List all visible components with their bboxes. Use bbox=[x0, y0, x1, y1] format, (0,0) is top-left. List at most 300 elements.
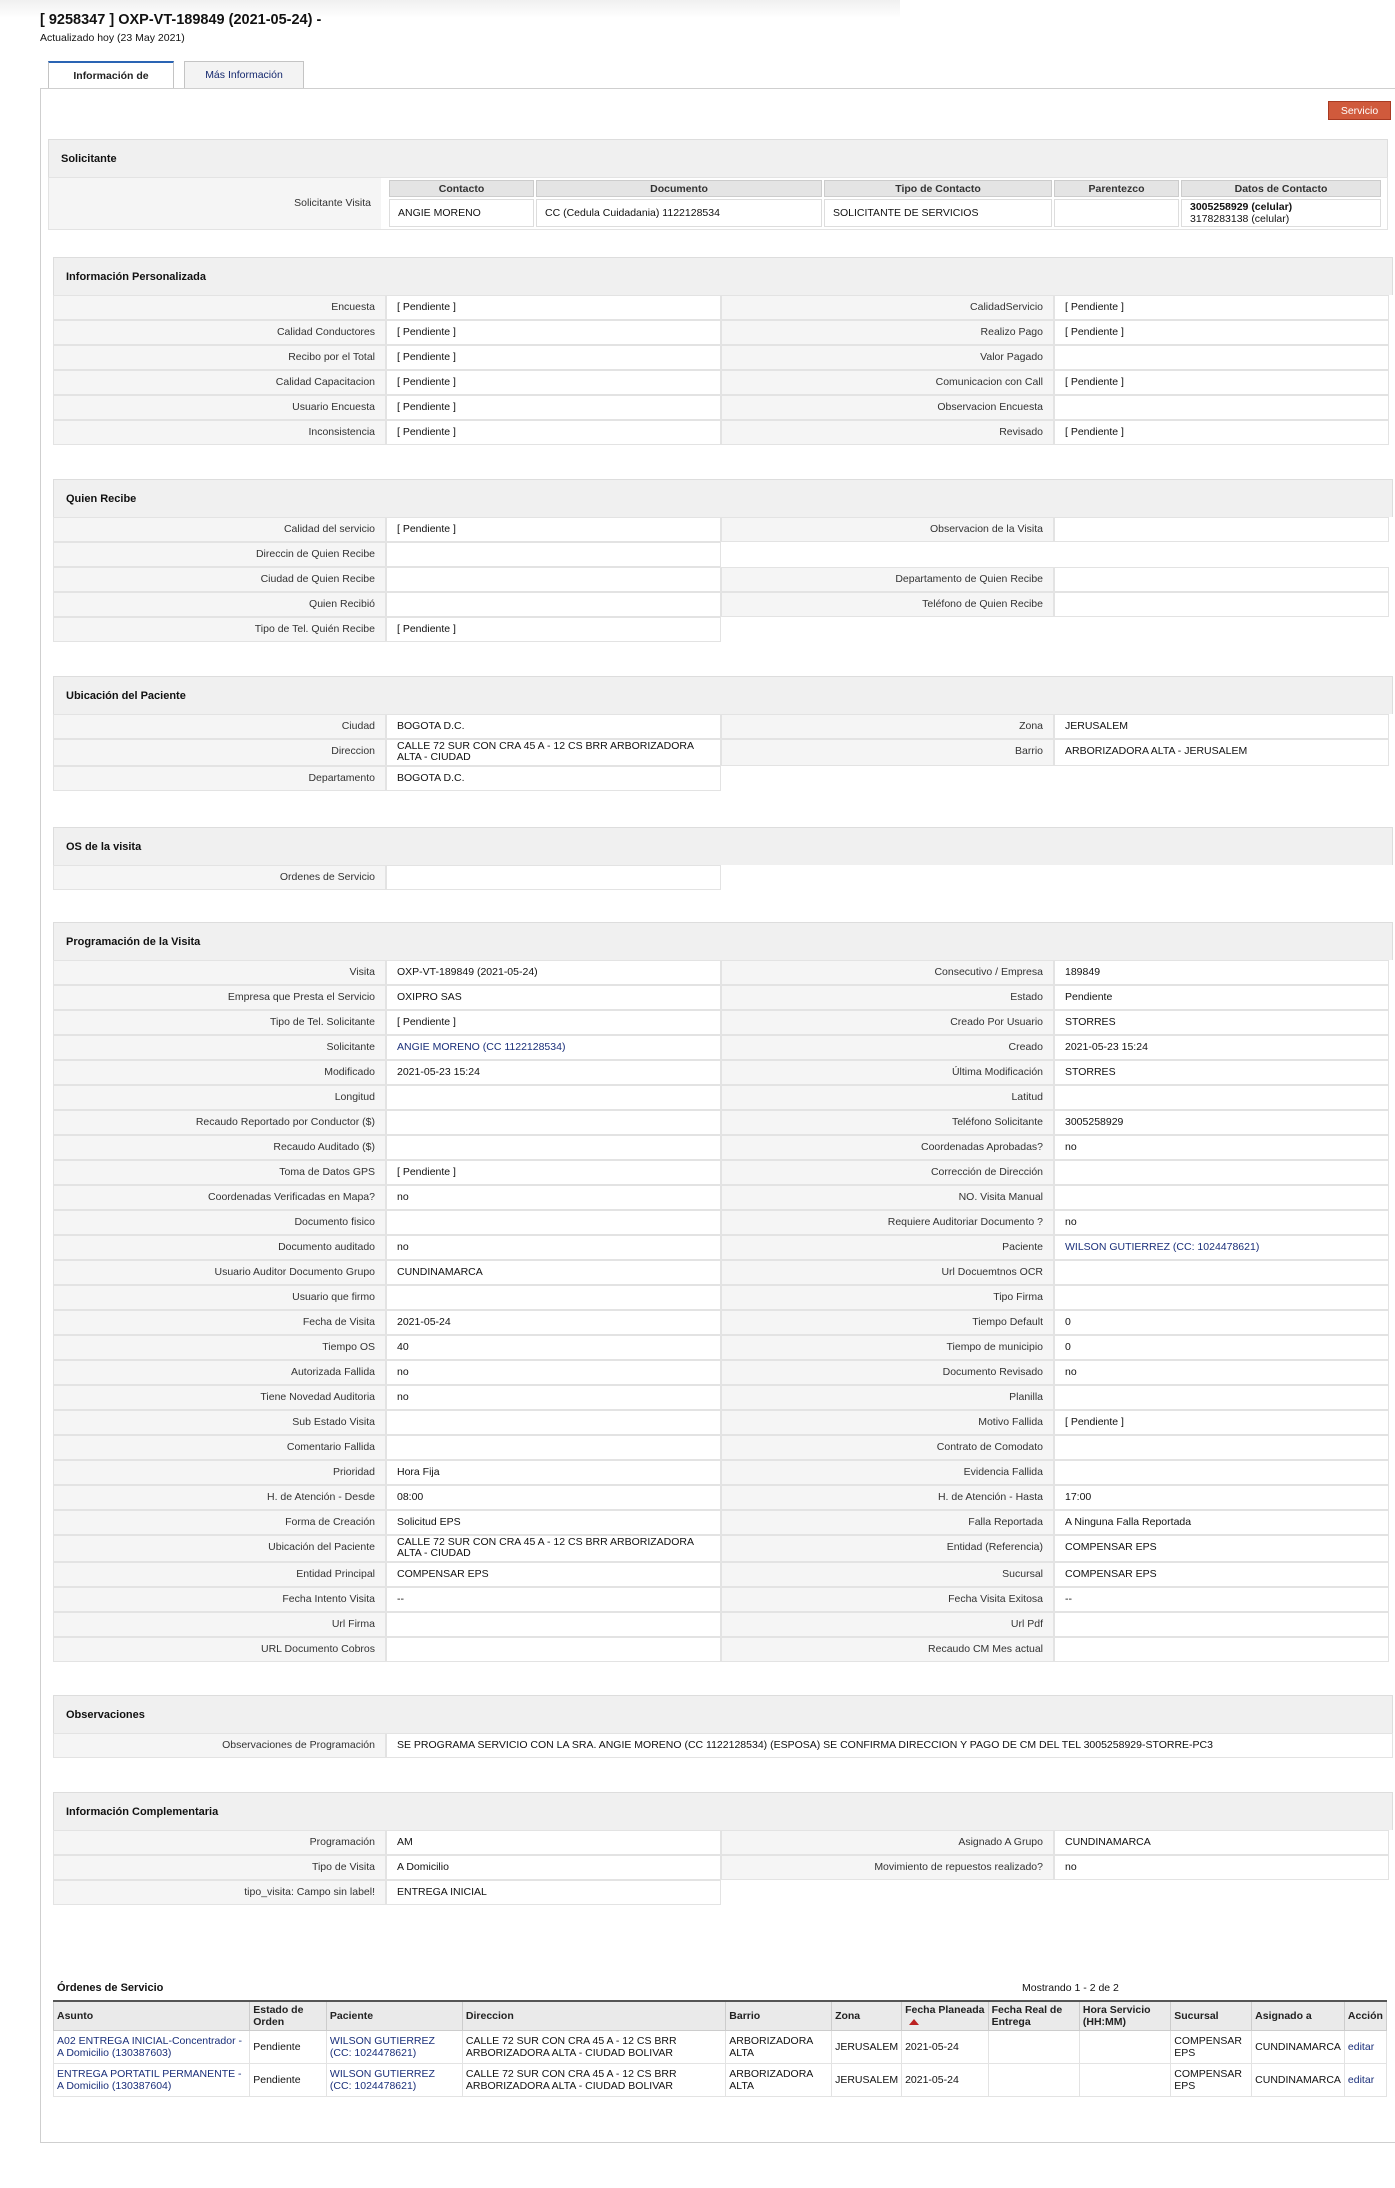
value-entidad-referencia: COMPENSAR EPS bbox=[1054, 1535, 1389, 1562]
col-asignado[interactable]: Asignado a bbox=[1252, 2001, 1345, 2031]
label-fecha-visita-exitosa: Fecha Visita Exitosa bbox=[721, 1587, 1054, 1612]
cell-hora bbox=[1079, 2031, 1170, 2064]
empty-cell bbox=[721, 542, 1393, 567]
cell-real bbox=[988, 2064, 1079, 2097]
label-solicitante: Solicitante bbox=[53, 1035, 386, 1060]
value-valor-pagado bbox=[1054, 345, 1389, 370]
section-title: Ubicación del Paciente bbox=[53, 676, 1393, 714]
cell-zona: JERUSALEM bbox=[832, 2064, 902, 2097]
col-fecha-planeada[interactable] bbox=[902, 2001, 988, 2031]
label-fecha-de-visita: Fecha de Visita bbox=[53, 1310, 386, 1335]
label-entidad-referencia: Entidad (Referencia) bbox=[721, 1535, 1054, 1562]
col-accion[interactable]: Acción bbox=[1344, 2001, 1386, 2031]
section-title: OS de la visita bbox=[53, 827, 1393, 865]
value-estado: Pendiente bbox=[1054, 985, 1389, 1010]
label-entidad-principal: Entidad Principal bbox=[53, 1562, 386, 1587]
field-row bbox=[53, 1435, 1393, 1460]
value-fecha-intento-visita: -- bbox=[386, 1587, 721, 1612]
section-title: Observaciones bbox=[53, 1695, 1393, 1733]
label-departamento: Departamento bbox=[53, 766, 386, 791]
field-row bbox=[53, 865, 1393, 890]
label-tipo-de-visita: Tipo de Visita bbox=[53, 1855, 386, 1880]
value-visita: OXP-VT-189849 (2021-05-24) bbox=[386, 960, 721, 985]
label-calidad-conductores: Calidad Conductores bbox=[53, 320, 386, 345]
label-tipo-visita-campo-sin-label: tipo_visita: Campo sin label! bbox=[53, 1880, 386, 1905]
label-coordenadas-aprobadas: Coordenadas Aprobadas? bbox=[721, 1135, 1054, 1160]
label-forma-de-creacion: Forma de Creación bbox=[53, 1510, 386, 1535]
value-planilla bbox=[1054, 1385, 1389, 1410]
label-prioridad: Prioridad bbox=[53, 1460, 386, 1485]
label-paciente: Paciente bbox=[721, 1235, 1054, 1260]
field-row bbox=[53, 1185, 1393, 1210]
sort-asc-icon bbox=[909, 2019, 919, 2025]
field-row bbox=[53, 420, 1393, 445]
value-url-firma bbox=[386, 1612, 721, 1637]
col-hora-servicio[interactable]: Hora Servicio (HH:MM) bbox=[1079, 2001, 1170, 2031]
value-tiempo-os: 40 bbox=[386, 1335, 721, 1360]
value-ultima-modificacion: STORRES bbox=[1054, 1060, 1389, 1085]
value-usuario-encuesta: [ Pendiente ] bbox=[386, 395, 721, 420]
value-falla-reportada: A Ninguna Falla Reportada bbox=[1054, 1510, 1389, 1535]
label-recibo-por-el-total: Recibo por el Total bbox=[53, 345, 386, 370]
cell-asignado: CUNDINAMARCA bbox=[1252, 2064, 1345, 2097]
label-h-de-atencion-hasta: H. de Atención - Hasta bbox=[721, 1485, 1054, 1510]
label-recaudo-cm-mes-actual: Recaudo CM Mes actual bbox=[721, 1637, 1054, 1662]
label-tipo-de-tel-solicitante: Tipo de Tel. Solicitante bbox=[53, 1010, 386, 1035]
value-tipo-firma bbox=[1054, 1285, 1389, 1310]
solicitante-visita-label: Solicitante Visita bbox=[49, 178, 381, 229]
field-row bbox=[53, 1035, 1393, 1060]
ordenes-table bbox=[53, 2000, 1387, 2097]
label-calidadservicio: CalidadServicio bbox=[721, 295, 1054, 320]
value-motivo-fallida: [ Pendiente ] bbox=[1054, 1410, 1389, 1435]
field-row bbox=[53, 1880, 1393, 1905]
field-row bbox=[53, 1360, 1393, 1385]
label-estado: Estado bbox=[721, 985, 1054, 1010]
value-asignado-a-grupo: CUNDINAMARCA bbox=[1054, 1830, 1389, 1855]
value-contrato-de-comodato bbox=[1054, 1435, 1389, 1460]
empty-cell bbox=[721, 865, 1393, 890]
label-motivo-fallida: Motivo Fallida bbox=[721, 1410, 1054, 1435]
programacion-section bbox=[53, 922, 1393, 1662]
field-row bbox=[53, 1535, 1393, 1562]
contact-table bbox=[387, 178, 1383, 229]
value-h-de-atencion-desde: 08:00 bbox=[386, 1485, 721, 1510]
field-row bbox=[53, 567, 1393, 592]
label-url-docuemtnos-ocr: Url Docuemtnos OCR bbox=[721, 1260, 1054, 1285]
value-programacion: AM bbox=[386, 1830, 721, 1855]
cell-zona: JERUSALEM bbox=[832, 2031, 902, 2064]
field-row bbox=[53, 1637, 1393, 1662]
value-calidad-del-servicio: [ Pendiente ] bbox=[386, 517, 721, 542]
cell-direccion: CALLE 72 SUR CON CRA 45 A - 12 CS BRR ARBORIZADORA ALTA - CIUDAD BOLIVAR bbox=[462, 2064, 725, 2097]
field-row bbox=[53, 1010, 1393, 1035]
label-telefono-solicitante: Teléfono Solicitante bbox=[721, 1110, 1054, 1135]
label-toma-de-datos-gps: Toma de Datos GPS bbox=[53, 1160, 386, 1185]
label-comunicacion-con-call: Comunicacion con Call bbox=[721, 370, 1054, 395]
col-fecha-real[interactable]: Fecha Real de Entrega bbox=[988, 2001, 1079, 2031]
value-tiempo-de-municipio: 0 bbox=[1054, 1335, 1389, 1360]
label-empresa-que-presta-el-servicio: Empresa que Presta el Servicio bbox=[53, 985, 386, 1010]
complementaria-section bbox=[53, 1792, 1393, 1905]
label-calidad-del-servicio: Calidad del servicio bbox=[53, 517, 386, 542]
field-row bbox=[53, 1830, 1393, 1855]
value-solicitante: ANGIE MORENO (CC 1122128534) bbox=[386, 1035, 721, 1060]
table-row bbox=[54, 2064, 1387, 2097]
cell-accion[interactable]: editar bbox=[1344, 2031, 1386, 2064]
label-documento-fisico: Documento fisico bbox=[53, 1210, 386, 1235]
value-longitud bbox=[386, 1085, 721, 1110]
field-row bbox=[53, 1335, 1393, 1360]
value-tiempo-default: 0 bbox=[1054, 1310, 1389, 1335]
value-movimiento-de-repuestos-realizado: no bbox=[1054, 1855, 1389, 1880]
field-row bbox=[53, 766, 1393, 791]
col-sucursal[interactable]: Sucursal bbox=[1171, 2001, 1252, 2031]
value-coordenadas-verificadas-en-mapa: no bbox=[386, 1185, 721, 1210]
cell-paciente[interactable]: WILSON GUTIERREZ (CC: 1024478621) bbox=[326, 2031, 462, 2064]
value-creado: 2021-05-23 15:24 bbox=[1054, 1035, 1389, 1060]
col-estado[interactable]: Estado de Orden bbox=[250, 2001, 327, 2031]
value-tipo-visita-campo-sin-label: ENTREGA INICIAL bbox=[386, 1880, 721, 1905]
value-observacion-encuesta bbox=[1054, 395, 1389, 420]
label-tiempo-os: Tiempo OS bbox=[53, 1335, 386, 1360]
value-sub-estado-visita bbox=[386, 1410, 721, 1435]
label-evidencia-fallida: Evidencia Fallida bbox=[721, 1460, 1054, 1485]
label-falla-reportada: Falla Reportada bbox=[721, 1510, 1054, 1535]
field-row bbox=[53, 960, 1393, 985]
page-title: [ 9258347 ] OXP-VT-189849 (2021-05-24) - bbox=[40, 12, 322, 28]
field-label: Observaciones de Programación bbox=[53, 1733, 386, 1758]
value-realizo-pago: [ Pendiente ] bbox=[1054, 320, 1389, 345]
value-empresa-que-presta-el-servicio: OXIPRO SAS bbox=[386, 985, 721, 1010]
label-correccion-de-direccion: Corrección de Dirección bbox=[721, 1160, 1054, 1185]
field-row bbox=[53, 1310, 1393, 1335]
field-row bbox=[53, 1285, 1393, 1310]
solicitante-section bbox=[48, 139, 1388, 230]
label-url-firma: Url Firma bbox=[53, 1612, 386, 1637]
cell-fecha: 2021-05-24 bbox=[902, 2031, 988, 2064]
field-row bbox=[53, 1135, 1393, 1160]
value-recibo-por-el-total: [ Pendiente ] bbox=[386, 345, 721, 370]
value-correccion-de-direccion bbox=[1054, 1160, 1389, 1185]
value-departamento-de-quien-recibe bbox=[1054, 567, 1389, 592]
label-encuesta: Encuesta bbox=[53, 295, 386, 320]
label-asignado-a-grupo: Asignado A Grupo bbox=[721, 1830, 1054, 1855]
section-title: Información Complementaria bbox=[53, 1792, 1393, 1830]
value-toma-de-datos-gps: [ Pendiente ] bbox=[386, 1160, 721, 1185]
value-barrio: ARBORIZADORA ALTA - JERUSALEM bbox=[1054, 739, 1389, 766]
col-header: Tipo de Contacto bbox=[824, 180, 1052, 197]
field-row bbox=[53, 1510, 1393, 1535]
label-usuario-auditor-documento-grupo: Usuario Auditor Documento Grupo bbox=[53, 1260, 386, 1285]
field-row bbox=[53, 1160, 1393, 1185]
label-requiere-auditoriar-documento: Requiere Auditoriar Documento ? bbox=[721, 1210, 1054, 1235]
table-row bbox=[54, 2031, 1387, 2064]
value-forma-de-creacion: Solicitud EPS bbox=[386, 1510, 721, 1535]
value-quien-recibio bbox=[386, 592, 721, 617]
label-usuario-que-firmo: Usuario que firmo bbox=[53, 1285, 386, 1310]
label-no-visita-manual: NO. Visita Manual bbox=[721, 1185, 1054, 1210]
section-title: Solicitante bbox=[48, 139, 1388, 177]
field-row bbox=[53, 1110, 1393, 1135]
value-comunicacion-con-call: [ Pendiente ] bbox=[1054, 370, 1389, 395]
cell-paciente[interactable]: WILSON GUTIERREZ (CC: 1024478621) bbox=[326, 2064, 462, 2097]
field-row bbox=[53, 1460, 1393, 1485]
label-visita: Visita bbox=[53, 960, 386, 985]
field-row bbox=[53, 1733, 1393, 1758]
label-movimiento-de-repuestos-realizado: Movimiento de repuestos realizado? bbox=[721, 1855, 1054, 1880]
cell-hora bbox=[1079, 2064, 1170, 2097]
field-row bbox=[53, 1562, 1393, 1587]
ordenes-title: Órdenes de Servicio bbox=[57, 1982, 164, 1994]
solicitante-body bbox=[48, 177, 1388, 230]
label-valor-pagado: Valor Pagado bbox=[721, 345, 1054, 370]
value-revisado: [ Pendiente ] bbox=[1054, 420, 1389, 445]
label-tiempo-default: Tiempo Default bbox=[721, 1310, 1054, 1335]
value-fecha-visita-exitosa: -- bbox=[1054, 1587, 1389, 1612]
value-latitud bbox=[1054, 1085, 1389, 1110]
cell-sucursal: COMPENSAR EPS bbox=[1171, 2031, 1252, 2064]
col-zona[interactable]: Zona bbox=[832, 2001, 902, 2031]
field-row bbox=[53, 739, 1393, 766]
label-latitud: Latitud bbox=[721, 1085, 1054, 1110]
empty-cell bbox=[721, 1880, 1393, 1905]
label-h-de-atencion-desde: H. de Atención - Desde bbox=[53, 1485, 386, 1510]
value-recaudo-auditado bbox=[386, 1135, 721, 1160]
value-paciente: WILSON GUTIERREZ (CC: 1024478621) bbox=[1054, 1235, 1389, 1260]
value-modificado: 2021-05-23 15:24 bbox=[386, 1060, 721, 1085]
value-url-pdf bbox=[1054, 1612, 1389, 1637]
value-requiere-auditoriar-documento: no bbox=[1054, 1210, 1389, 1235]
value-ubicacion-del-paciente: CALLE 72 SUR CON CRA 45 A - 12 CS BRR ARBORIZADORA ALTA - CIUDAD bbox=[386, 1535, 721, 1562]
col-fecha-planeada-label: Fecha Planeada bbox=[905, 2004, 985, 2016]
value-url-documento-cobros bbox=[386, 1637, 721, 1662]
label-observacion-de-la-visita: Observacion de la Visita bbox=[721, 517, 1054, 542]
col-direccion[interactable]: Direccion bbox=[462, 2001, 725, 2031]
label-coordenadas-verificadas-en-mapa: Coordenadas Verificadas en Mapa? bbox=[53, 1185, 386, 1210]
contact-document: CC (Cedula Cuidadania) 1122128534 bbox=[536, 199, 822, 227]
col-paciente[interactable]: Paciente bbox=[326, 2001, 462, 2031]
cell-estado: Pendiente bbox=[250, 2031, 327, 2064]
field-row bbox=[53, 517, 1393, 542]
label-creado-por-usuario: Creado Por Usuario bbox=[721, 1010, 1054, 1035]
value-direccin-de-quien-recibe bbox=[386, 542, 721, 567]
label-consecutivo-empresa: Consecutivo / Empresa bbox=[721, 960, 1054, 985]
field-row bbox=[53, 370, 1393, 395]
col-header: Documento bbox=[536, 180, 822, 197]
field-row bbox=[53, 1260, 1393, 1285]
value-telefono-solicitante: 3005258929 bbox=[1054, 1110, 1389, 1135]
col-barrio[interactable]: Barrio bbox=[726, 2001, 832, 2031]
value-autorizada-fallida: no bbox=[386, 1360, 721, 1385]
field-row bbox=[53, 985, 1393, 1010]
label-url-documento-cobros: URL Documento Cobros bbox=[53, 1637, 386, 1662]
value-documento-auditado: no bbox=[386, 1235, 721, 1260]
updated-text: Actualizado hoy (23 May 2021) bbox=[40, 32, 185, 44]
label-calidad-capacitacion: Calidad Capacitacion bbox=[53, 370, 386, 395]
field-row bbox=[53, 1385, 1393, 1410]
value-usuario-auditor-documento-grupo: CUNDINAMARCA bbox=[386, 1260, 721, 1285]
value-encuesta: [ Pendiente ] bbox=[386, 295, 721, 320]
value-ordenes-de-servicio bbox=[386, 865, 721, 890]
label-tiene-novedad-auditoria: Tiene Novedad Auditoria bbox=[53, 1385, 386, 1410]
value-tipo-de-tel-quien-recibe: [ Pendiente ] bbox=[386, 617, 721, 642]
ubicacion-section bbox=[53, 676, 1393, 791]
section-title: Programación de la Visita bbox=[53, 922, 1393, 960]
label-contrato-de-comodato: Contrato de Comodato bbox=[721, 1435, 1054, 1460]
value-zona: JERUSALEM bbox=[1054, 714, 1389, 739]
os-visita-section bbox=[53, 827, 1393, 890]
value-sucursal: COMPENSAR EPS bbox=[1054, 1562, 1389, 1587]
cell-real bbox=[988, 2031, 1079, 2064]
contact-phone-secondary: 3178283138 (celular) bbox=[1190, 213, 1290, 225]
value-tiene-novedad-auditoria: no bbox=[386, 1385, 721, 1410]
contact-data bbox=[1181, 199, 1381, 227]
cell-asunto[interactable]: A02 ENTREGA INICIAL-Concentrador - A Domicilio (130387603) bbox=[54, 2031, 250, 2064]
value-recaudo-cm-mes-actual bbox=[1054, 1637, 1389, 1662]
label-usuario-encuesta: Usuario Encuesta bbox=[53, 395, 386, 420]
cell-accion[interactable]: editar bbox=[1344, 2064, 1386, 2097]
value-observacion-de-la-visita bbox=[1054, 517, 1389, 542]
field-value: SE PROGRAMA SERVICIO CON LA SRA. ANGIE MORENO (CC 1122128534) (ESPOSA) SE CONFIRMA DIRECCION Y PAGO DE CM DEL TEL 3005258929-STORRE-PC3 bbox=[386, 1733, 1393, 1758]
value-ciudad: BOGOTA D.C. bbox=[386, 714, 721, 739]
value-no-visita-manual bbox=[1054, 1185, 1389, 1210]
label-direccin-de-quien-recibe: Direccin de Quien Recibe bbox=[53, 542, 386, 567]
value-usuario-que-firmo bbox=[386, 1285, 721, 1310]
label-ultima-modificacion: Última Modificación bbox=[721, 1060, 1054, 1085]
label-comentario-fallida: Comentario Fallida bbox=[53, 1435, 386, 1460]
cell-asignado: CUNDINAMARCA bbox=[1252, 2031, 1345, 2064]
value-creado-por-usuario: STORRES bbox=[1054, 1010, 1389, 1035]
contact-type: SOLICITANTE DE SERVICIOS bbox=[824, 199, 1052, 227]
label-sucursal: Sucursal bbox=[721, 1562, 1054, 1587]
label-tipo-firma: Tipo Firma bbox=[721, 1285, 1054, 1310]
label-programacion: Programación bbox=[53, 1830, 386, 1855]
label-tipo-de-tel-quien-recibe: Tipo de Tel. Quién Recibe bbox=[53, 617, 386, 642]
value-evidencia-fallida bbox=[1054, 1460, 1389, 1485]
cell-barrio: ARBORIZADORA ALTA bbox=[726, 2064, 832, 2097]
value-coordenadas-aprobadas: no bbox=[1054, 1135, 1389, 1160]
field-row bbox=[53, 1235, 1393, 1260]
value-inconsistencia: [ Pendiente ] bbox=[386, 420, 721, 445]
cell-estado: Pendiente bbox=[250, 2064, 327, 2097]
label-creado: Creado bbox=[721, 1035, 1054, 1060]
value-recaudo-reportado-por-conductor bbox=[386, 1110, 721, 1135]
field-row bbox=[53, 1587, 1393, 1612]
cell-barrio: ARBORIZADORA ALTA bbox=[726, 2031, 832, 2064]
field-row bbox=[53, 542, 1393, 567]
field-row bbox=[53, 1060, 1393, 1085]
observaciones-section bbox=[53, 1695, 1393, 1758]
contact-name: ANGIE MORENO bbox=[389, 199, 534, 227]
value-documento-fisico bbox=[386, 1210, 721, 1235]
label-ciudad-de-quien-recibe: Ciudad de Quien Recibe bbox=[53, 567, 386, 592]
value-entidad-principal: COMPENSAR EPS bbox=[386, 1562, 721, 1587]
value-prioridad: Hora Fija bbox=[386, 1460, 721, 1485]
value-ciudad-de-quien-recibe bbox=[386, 567, 721, 592]
label-modificado: Modificado bbox=[53, 1060, 386, 1085]
value-departamento: BOGOTA D.C. bbox=[386, 766, 721, 791]
field-row bbox=[53, 1410, 1393, 1435]
tab-mas-informacion[interactable]: Más Información bbox=[184, 61, 304, 88]
field-row bbox=[53, 714, 1393, 739]
label-barrio: Barrio bbox=[721, 739, 1054, 766]
section-title: Quien Recibe bbox=[53, 479, 1393, 517]
field-row bbox=[53, 395, 1393, 420]
field-row bbox=[53, 1085, 1393, 1110]
cell-asunto[interactable]: ENTREGA PORTATIL PERMANENTE - A Domicilio (130387604) bbox=[54, 2064, 250, 2097]
field-row bbox=[53, 320, 1393, 345]
label-ubicacion-del-paciente: Ubicación del Paciente bbox=[53, 1535, 386, 1562]
label-documento-revisado: Documento Revisado bbox=[721, 1360, 1054, 1385]
page-header bbox=[0, 0, 900, 60]
servicio-button[interactable]: Servicio bbox=[1328, 101, 1391, 120]
label-longitud: Longitud bbox=[53, 1085, 386, 1110]
label-documento-auditado: Documento auditado bbox=[53, 1235, 386, 1260]
contact-relationship bbox=[1054, 199, 1179, 227]
label-recaudo-reportado-por-conductor: Recaudo Reportado por Conductor ($) bbox=[53, 1110, 386, 1135]
value-url-docuemtnos-ocr bbox=[1054, 1260, 1389, 1285]
label-planilla: Planilla bbox=[721, 1385, 1054, 1410]
label-revisado: Revisado bbox=[721, 420, 1054, 445]
label-ciudad: Ciudad bbox=[53, 714, 386, 739]
label-direccion: Direccion bbox=[53, 739, 386, 766]
value-telefono-de-quien-recibe bbox=[1054, 592, 1389, 617]
field-row bbox=[53, 1210, 1393, 1235]
value-h-de-atencion-hasta: 17:00 bbox=[1054, 1485, 1389, 1510]
label-quien-recibio: Quien Recibió bbox=[53, 592, 386, 617]
value-direccion: CALLE 72 SUR CON CRA 45 A - 12 CS BRR ARBORIZADORA ALTA - CIUDAD bbox=[386, 739, 721, 766]
cell-fecha: 2021-05-24 bbox=[902, 2064, 988, 2097]
label-tiempo-de-municipio: Tiempo de municipio bbox=[721, 1335, 1054, 1360]
value-comentario-fallida bbox=[386, 1435, 721, 1460]
section-title: Información Personalizada bbox=[53, 257, 1393, 295]
ordenes-count: Mostrando 1 - 2 de 2 bbox=[1022, 1982, 1119, 1994]
value-tipo-de-visita: A Domicilio bbox=[386, 1855, 721, 1880]
label-realizo-pago: Realizo Pago bbox=[721, 320, 1054, 345]
field-row bbox=[53, 1485, 1393, 1510]
cell-direccion: CALLE 72 SUR CON CRA 45 A - 12 CS BRR ARBORIZADORA ALTA - CIUDAD BOLIVAR bbox=[462, 2031, 725, 2064]
label-autorizada-fallida: Autorizada Fallida bbox=[53, 1360, 386, 1385]
label-telefono-de-quien-recibe: Teléfono de Quien Recibe bbox=[721, 592, 1054, 617]
tab-informacion[interactable]: Información de bbox=[48, 61, 174, 89]
label-zona: Zona bbox=[721, 714, 1054, 739]
quien-recibe-section bbox=[53, 479, 1393, 642]
label-recaudo-auditado: Recaudo Auditado ($) bbox=[53, 1135, 386, 1160]
value-consecutivo-empresa: 189849 bbox=[1054, 960, 1389, 985]
field-row bbox=[53, 1612, 1393, 1637]
col-header: Datos de Contacto bbox=[1181, 180, 1381, 197]
label-inconsistencia: Inconsistencia bbox=[53, 420, 386, 445]
field-row bbox=[53, 1855, 1393, 1880]
col-header: Contacto bbox=[389, 180, 534, 197]
col-header: Parentezco bbox=[1054, 180, 1179, 197]
contact-phone-primary: 3005258929 (celular) bbox=[1190, 201, 1293, 213]
label-ordenes-de-servicio: Ordenes de Servicio bbox=[53, 865, 386, 890]
field-row bbox=[53, 295, 1393, 320]
col-asunto[interactable]: Asunto bbox=[54, 2001, 250, 2031]
label-sub-estado-visita: Sub Estado Visita bbox=[53, 1410, 386, 1435]
field-row bbox=[53, 617, 1393, 642]
label-url-pdf: Url Pdf bbox=[721, 1612, 1054, 1637]
value-calidadservicio: [ Pendiente ] bbox=[1054, 295, 1389, 320]
value-calidad-conductores: [ Pendiente ] bbox=[386, 320, 721, 345]
empty-cell bbox=[721, 617, 1393, 642]
label-fecha-intento-visita: Fecha Intento Visita bbox=[53, 1587, 386, 1612]
label-departamento-de-quien-recibe: Departamento de Quien Recibe bbox=[721, 567, 1054, 592]
cell-sucursal: COMPENSAR EPS bbox=[1171, 2064, 1252, 2097]
field-row bbox=[53, 592, 1393, 617]
